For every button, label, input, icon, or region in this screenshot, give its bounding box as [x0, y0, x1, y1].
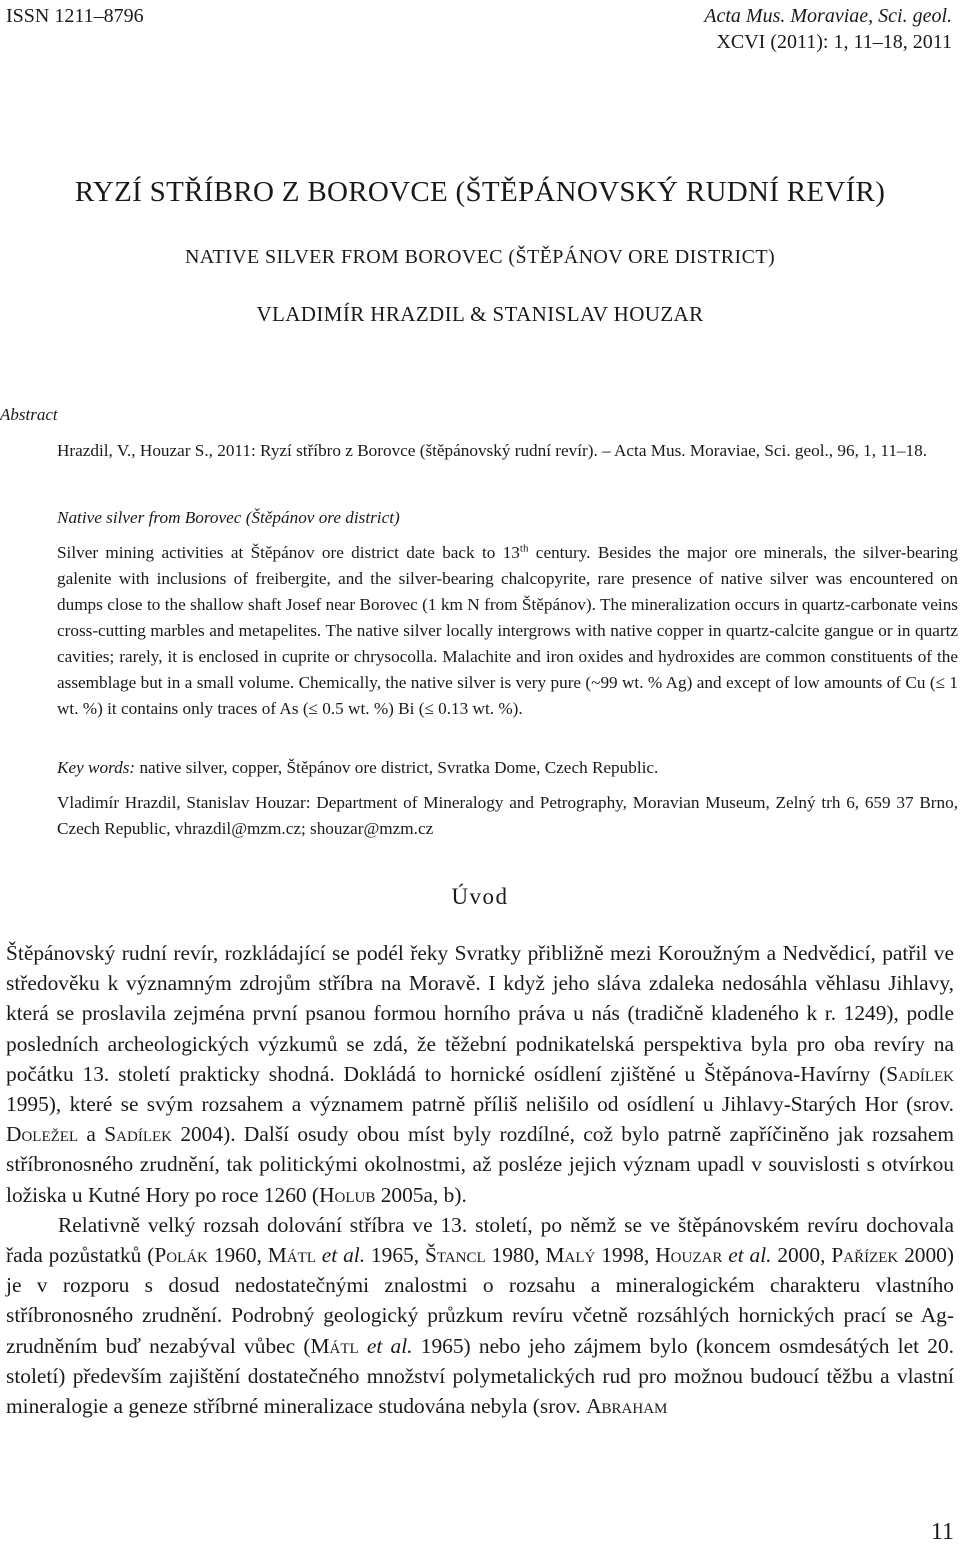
page-number: 11	[930, 1519, 954, 1545]
article-title: RYZÍ STŘÍBRO Z BOROVCE (ŠTĚPÁNOVSKÝ RUDNÍ REVÍR)	[74, 176, 886, 208]
keywords	[57, 755, 958, 781]
citation-etal: et al.	[728, 1243, 772, 1268]
citation-etal: et al.	[321, 1243, 366, 1268]
volume-info: XCVI (2011): 1, 11–18, 2011	[716, 31, 952, 53]
body-text	[6, 938, 954, 1421]
journal-name: Acta Mus. Moraviae, Sci. geol.	[704, 5, 952, 27]
paragraph-2	[6, 1210, 954, 1421]
paragraph-1	[6, 938, 954, 1210]
abstract-body	[57, 540, 958, 722]
citation-author: Mátl	[310, 1333, 359, 1358]
text-run: Štěpánovský rudní revír, rozkládající se podél řeky Svratky přibližně mezi Koroužným a Nedvědicí, patřil ve středověku k významným zdrojům stříbra na Moravě. I když jeho sláva zdaleka nedosáhla věhlasu Jihlavy, která se proslavila zejména první psanou formou horního práva u nás (tradičně kladeného k r. 1249), podle posledních archeologických výzkumů se zdá, že těžební podnikatelská perspektiva byla pro oba revíry na počátku 13. století prakticky shodná. Dokládá to hornické osídlení zjištěné u Štěpánova-Havírny (	[6, 941, 954, 1086]
citation-author: Holub	[319, 1182, 376, 1207]
abstract-body-rest: century. Besides the major ore minerals, the silver-bearing galenite with inclusions of freibergite, and the silver-bearing chalcopyrite, rare presence of native silver was encountered on dumps close to the shallow shaft Josef near Borovec (1 km N from Štěpánov). The mineralization occurs in quartz-carbonate veins cross-cutting marbles and metapelites. The native silver locally intergrows with native copper in quartz-calcite gangue or in quartz cavities; rarely, it is enclosed in cuprite or chrysocolla. Malachite and iron oxides and hydroxides are common constituents of the assemblage but in a small volume. Chemically, the native silver is very pure (~99 wt. % Ag) and except of low amounts of Cu (≤ 1 wt. %) it contains only traces of As (≤ 0.5 wt. %) Bi (≤ 0.13 wt. %).	[57, 543, 958, 718]
citation-author: Abraham	[586, 1394, 668, 1419]
author-address: Vladimír Hrazdil, Stanislav Houzar: Department of Mineralogy and Petrography, Moravian Museum, Zelný trh 6, 659 37 Brno, Czech Republic, vhrazdil@mzm.cz; shouzar@mzm.cz	[57, 793, 958, 838]
text-run: Relativně velký rozsah dolování stříbra ve 13. století, po němž se ve štěpánovském revíru dochovala řada pozůstatků (	[6, 1212, 954, 1268]
citation-author: Polák	[154, 1243, 208, 1268]
text-run: 1960,	[207, 1243, 268, 1268]
text-run: 1998,	[595, 1243, 656, 1268]
keywords-label: Key words:	[57, 758, 136, 777]
text-run: 1965,	[365, 1243, 425, 1268]
text-run: a	[78, 1122, 105, 1147]
text-run: 1995), které se svým rozsahem a významem patrně příliš nelišilo od osídlení u Jihlavy-Starých Hor (srov.	[6, 1092, 954, 1117]
section-heading: Úvod	[451, 884, 509, 909]
abstract-body-start: Silver mining activities at Štěpánov ore district date back to 13	[57, 543, 520, 562]
abstract-label: Abstract	[0, 405, 58, 424]
citation-author: Houzar	[655, 1243, 723, 1268]
citation-author: Sadílek	[104, 1122, 172, 1147]
journal-header	[704, 3, 952, 55]
text-run	[359, 1334, 367, 1358]
citation-author: Malý	[545, 1243, 596, 1268]
issn: ISSN 1211–8796	[6, 5, 144, 27]
citation-author: Mátl	[267, 1243, 316, 1268]
keywords-list: native silver, copper, Štěpánov ore district, Svratka Dome, Czech Republic.	[135, 758, 659, 777]
authors: VLADIMÍR HRAZDIL & STANISLAV HOUZAR	[256, 302, 704, 326]
text-run: 2000,	[771, 1243, 832, 1268]
text-run: 1980,	[485, 1243, 546, 1268]
text-run: 2004). Další osudy obou míst byly rozdílné, což bylo patrně zapříčiněno jak rozsahem stříbronosného zrudnění, tak politickými okolnostmi, až posléze jejich význam upadl v souvislosti s otvírkou ložiska u Kutné Hory po roce 1260 (	[6, 1122, 954, 1207]
citation-etal: et al.	[366, 1333, 413, 1358]
text-run: 2000) je v rozporu s dosud nedostatečnými znalostmi o rozsahu a mineralogickém charakteru vlastního stříbronosného zrudnění. Podrobný geologický průzkum revíru včetně rozsáhlých hornických prací se Ag-zrudněním buď nezabýval vůbec (	[6, 1243, 954, 1358]
article-subtitle: NATIVE SILVER FROM BOROVEC (ŠTĚPÁNOV ORE DISTRICT)	[184, 246, 776, 268]
abstract-body-sup: th	[519, 542, 529, 555]
abstract-english-title: Native silver from Borovec (Štěpánov ore district)	[57, 508, 400, 527]
citation-author: Doležel	[6, 1122, 79, 1147]
text-run: 1965) nebo jeho zájmem bylo (koncem osmdesátých let 20. století) především zajištění dostatečného množství polymetalických rud pro možnou budoucí těžbu a vlastní mineralogie a geneze stříbrné mineralizace studována nebyla (srov.	[6, 1333, 954, 1419]
citation-author: Pařízek	[831, 1243, 899, 1268]
citation-author: Sadílek	[886, 1061, 954, 1086]
text-run: 2005a, b).	[375, 1182, 467, 1207]
abstract-citation: Hrazdil, V., Houzar S., 2011: Ryzí stříbro z Borovce (štěpánovský rudní revír). – Acta Mus. Moraviae, Sci. geol., 96, 1, 11–18.	[57, 441, 927, 460]
citation-author: Štancl	[424, 1243, 486, 1268]
